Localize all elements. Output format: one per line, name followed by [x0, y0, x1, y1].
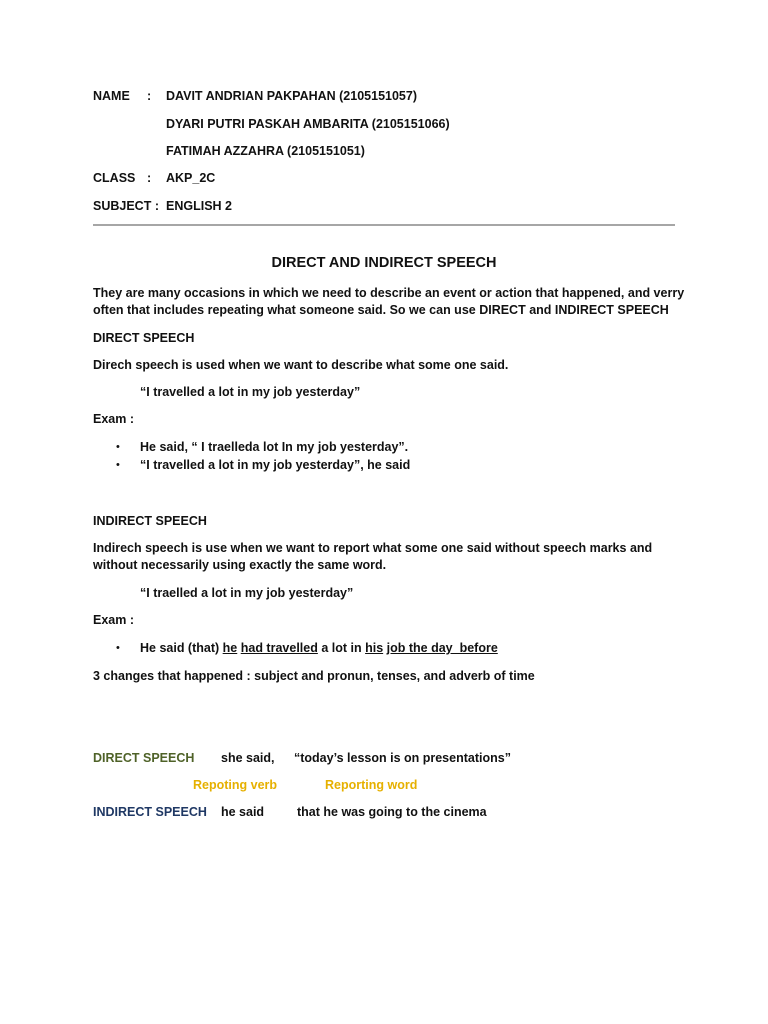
indirect-speech-quote: “I traelled a lot in my job yesterday”: [140, 586, 354, 600]
student-name-2: DYARI PUTRI PASKAH AMBARITA (2105151066): [166, 117, 450, 131]
indirect-example: [140, 640, 498, 656]
direct-speech-quote: “I travelled a lot in my job yesterday”: [140, 385, 361, 399]
underlined-time-adverb: job the day before: [386, 641, 498, 655]
class-label: CLASS: [93, 171, 136, 185]
changes-summary: 3 changes that happened : subject and pronun, tenses, and adverb of time: [93, 669, 535, 683]
bullet-icon: •: [116, 441, 120, 453]
direct-speech-definition: Direch speech is used when we want to describe what some one said.: [93, 358, 509, 372]
name-colon: :: [147, 89, 152, 103]
diagram-indirect-clause: that he was going to the cinema: [297, 805, 487, 819]
intro-line-2: often that includes repeating what someone said. So we can use DIRECT and INDIRECT SPEECH: [93, 303, 669, 317]
diagram-direct-label: DIRECT SPEECH: [93, 751, 195, 765]
student-name-1: DAVIT ANDRIAN PAKPAHAN (2105151057): [166, 89, 417, 103]
example-text: a lot in: [317, 641, 366, 655]
underlined-tense: had travelled: [240, 641, 318, 655]
reporting-verb-label: Repoting verb: [193, 778, 278, 792]
bullet-icon: •: [116, 459, 120, 471]
diagram-direct-verb: she said,: [221, 751, 275, 765]
underlined-pronoun: his: [365, 641, 384, 655]
direct-exam-label: Exam :: [93, 412, 134, 426]
diagram-indirect-verb: he said: [221, 805, 265, 819]
document-title: DIRECT AND INDIRECT SPEECH: [271, 255, 497, 271]
intro-line-1: They are many occasions in which we need to describe an event or action that happened, and verry: [93, 286, 685, 300]
diagram-indirect-label: INDIRECT SPEECH: [93, 805, 207, 819]
class-value: AKP_2C: [166, 171, 216, 185]
direct-speech-heading: DIRECT SPEECH: [93, 331, 195, 345]
diagram-direct-quote: “today’s lesson is on presentations”: [294, 751, 511, 765]
student-name-3: FATIMAH AZZAHRA (2105151051): [166, 144, 365, 158]
indirect-exam-label: Exam :: [93, 613, 134, 627]
name-label: NAME: [93, 89, 130, 103]
subject-value: ENGLISH 2: [166, 199, 232, 213]
example-text: He said (that): [140, 641, 223, 655]
reporting-word-label: Reporting word: [325, 778, 418, 792]
underlined-subject: he: [222, 641, 238, 655]
direct-example-1: He said, “ I traelleda lot In my job yesterday”.: [140, 440, 409, 454]
direct-example-2: “I travelled a lot in my job yesterday”, he said: [140, 458, 411, 472]
subject-label: SUBJECT :: [93, 199, 159, 213]
indirect-definition-line-1: Indirech speech is use when we want to report what some one said without speech marks and: [93, 541, 653, 555]
class-colon: :: [147, 171, 152, 185]
horizontal-divider: [93, 224, 675, 226]
indirect-speech-heading: INDIRECT SPEECH: [93, 514, 207, 528]
indirect-definition-line-2: without necessarily using exactly the same word.: [93, 558, 387, 572]
bullet-icon: •: [116, 642, 120, 654]
